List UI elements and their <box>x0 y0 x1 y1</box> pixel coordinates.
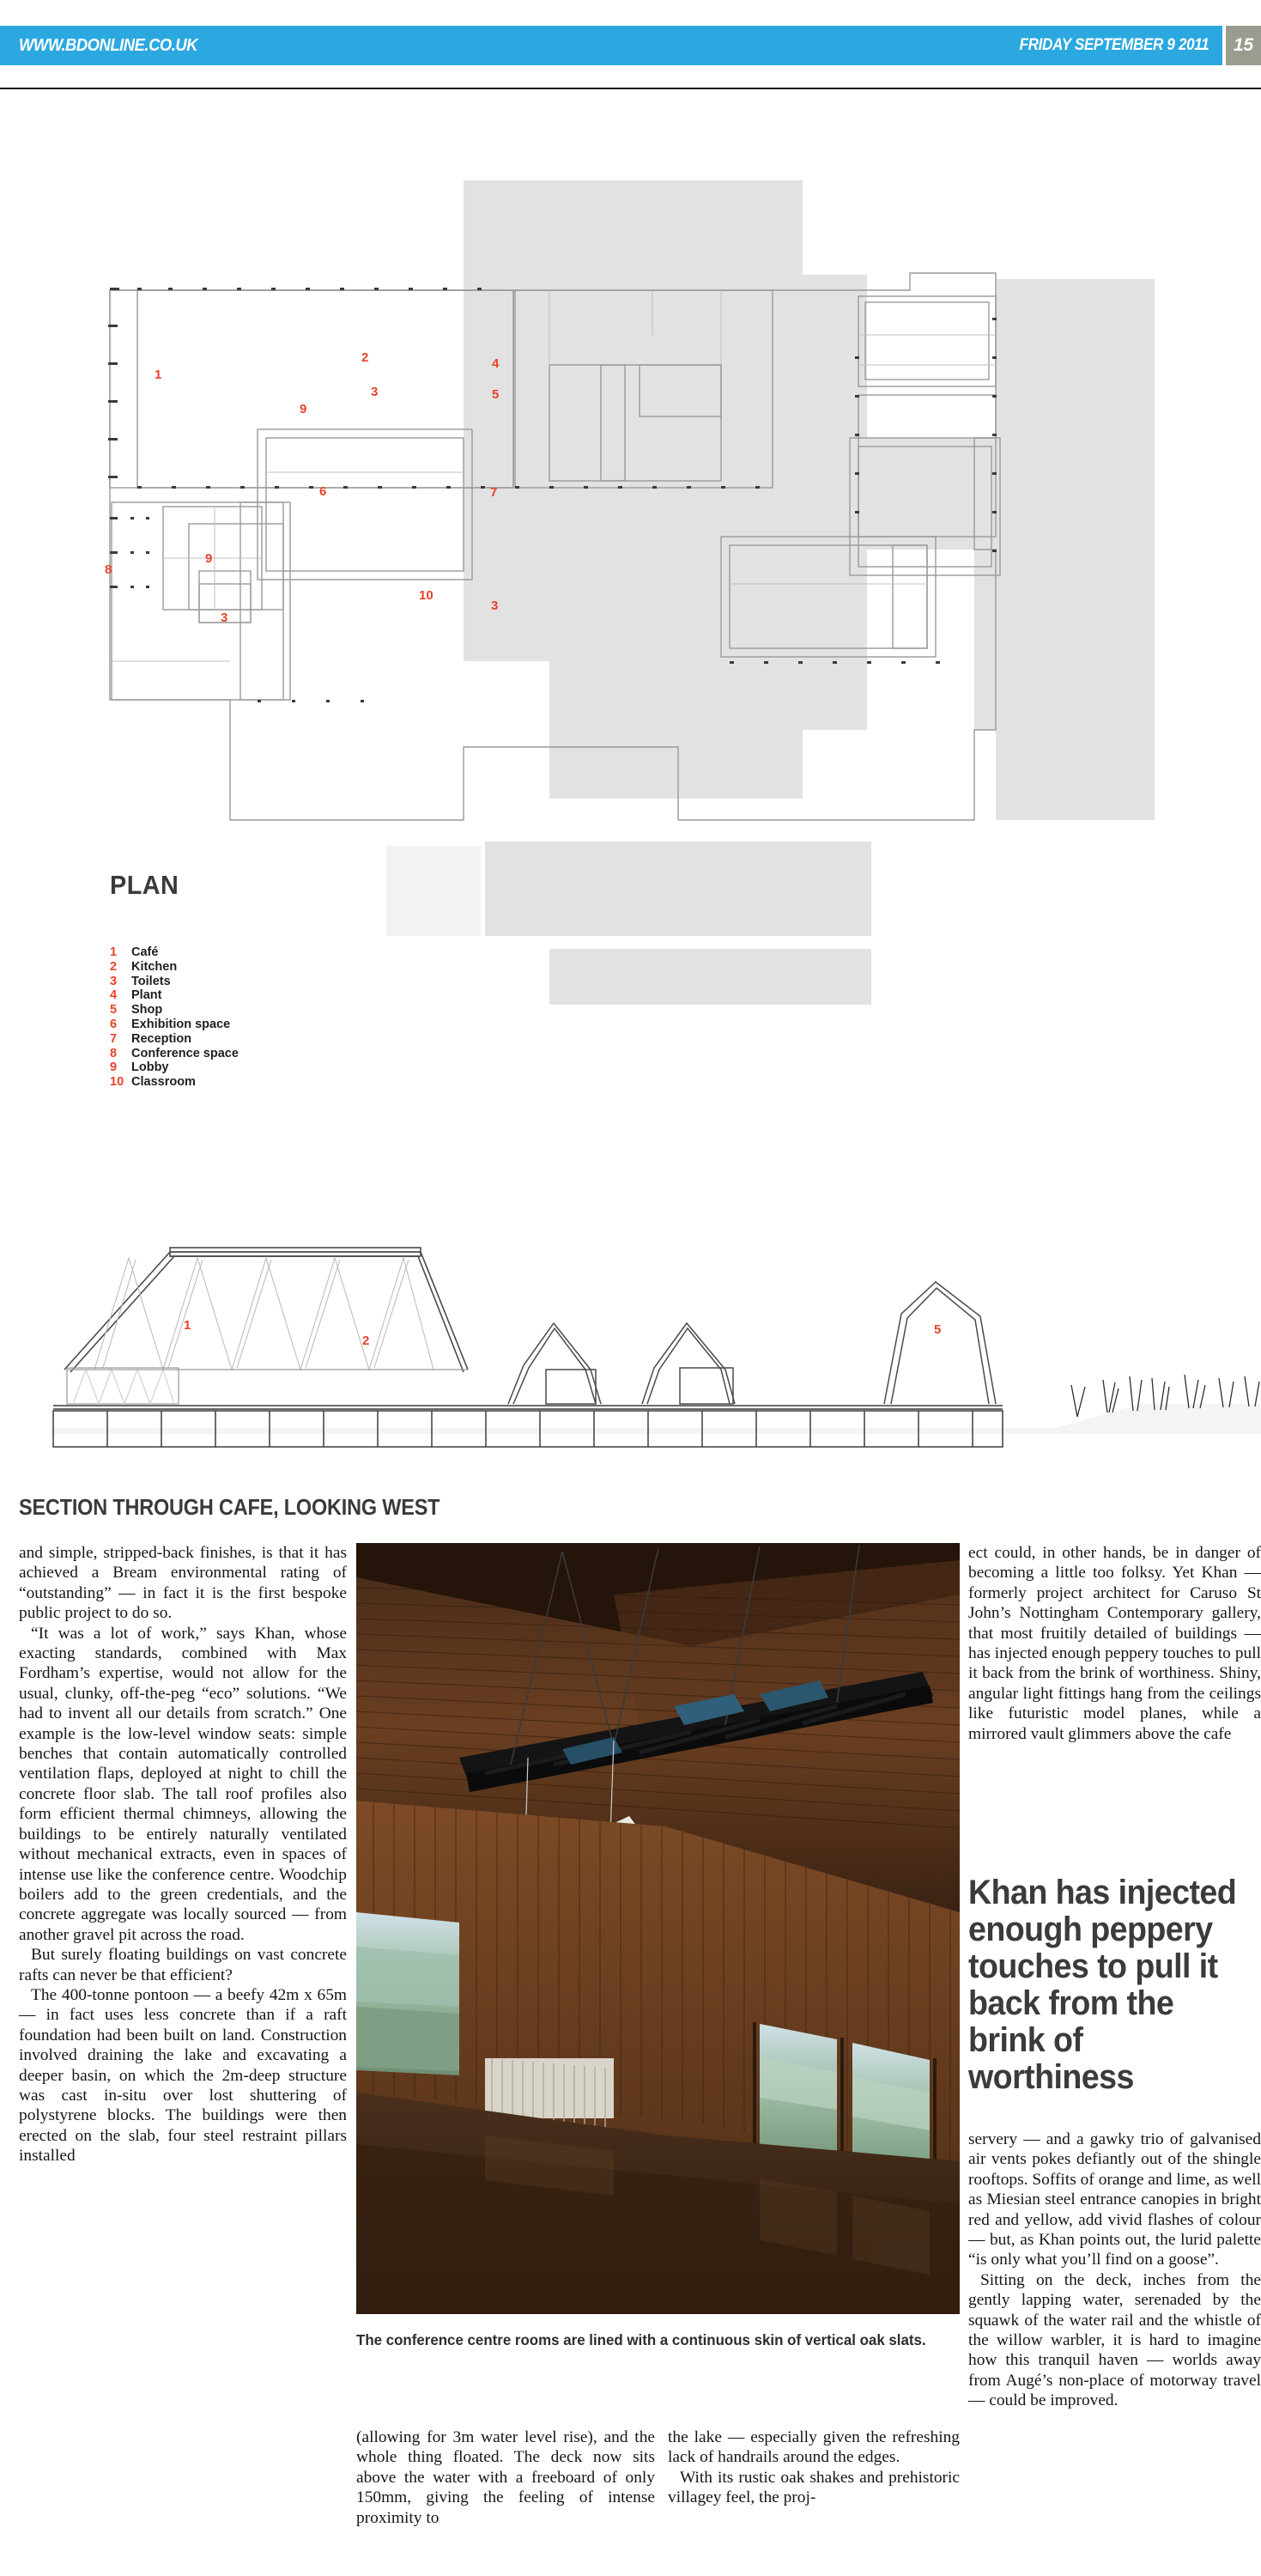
legend-label: Conference space <box>131 1046 239 1060</box>
legend-number: 6 <box>110 1017 118 1031</box>
legend-row <box>110 1032 393 1046</box>
legend-number: 2 <box>110 959 118 974</box>
legend-row <box>110 975 393 988</box>
legend-row <box>110 945 393 959</box>
legend-label: Shop <box>131 1003 163 1018</box>
section-drawing <box>0 1198 1261 1455</box>
paragraph: But surely floating buildings on vast concrete rafts can never be that efficient? <box>19 1946 347 1984</box>
legend-row <box>110 960 393 974</box>
cafe-gable-roof <box>64 1248 468 1372</box>
plan-room-number: 6 <box>319 484 327 499</box>
body-column-middle-right <box>668 2427 960 2508</box>
legend-number: 3 <box>110 974 118 988</box>
body-column-middle-left <box>356 2427 655 2528</box>
section-title: SECTION THROUGH CAFE, LOOKING WEST <box>19 1496 440 1520</box>
paragraph: “It was a lot of work,” says Khan, whose exacting standards, combined with Max Fordham’s expertise, would not allow for the usual, clunky, off-the-peg “eco” solutions. “We had to invent all our details from scratch.” One example is the low-level window seats: simple benches that contain automatically controlled ventilation flaps, deployed at night to chill the concrete floor slab. The tall roof profiles also form efficient thermal chimneys, allowing the buildings to be entirely naturally ventilated without mechanical extracts, even in spaces of intense use like the conference centre. Woodchip boilers add to the green credentials, and the concrete aggregate was locally sourced — from another gravel pit across the road. <box>19 1624 347 1944</box>
legend-label: Exhibition space <box>131 1017 231 1031</box>
plan-room-number: 3 <box>371 385 379 399</box>
left-window <box>356 1912 459 2075</box>
header-rule <box>0 88 1261 89</box>
paragraph: The 400-tonne pontoon — a beefy 42m x 65m — in fact uses less concrete than if a raft foundation had been built on land. Construction involved draining the lake and excavating a deeper basin, on which the 2m-deep structure was cast in-situ over lost shuttering of polystyrene blocks. The buildings were then erected on the slab, four steel restraint pillars installed <box>19 1985 347 2166</box>
legend-row <box>110 1018 393 1031</box>
paragraph: the lake — especially given the refreshing lack of handrails around the edges. <box>668 2428 960 2467</box>
roof-truss-zigzag <box>94 1258 433 1370</box>
plan-room-number: 9 <box>205 551 213 566</box>
plan-marker-layer <box>0 180 1261 1039</box>
plan-room-number: 3 <box>221 611 228 625</box>
svg-text:1: 1 <box>184 1318 191 1333</box>
floor-plan-figure <box>0 180 1261 1039</box>
section-figure <box>0 1198 1261 1455</box>
paragraph: (allowing for 3m water level rise), and the whole thing floated. The deck now sits above the water with a freeboard of only 150mm, giving the feeling of intense proximity to <box>356 2428 655 2527</box>
plan-room-number: 1 <box>155 368 162 382</box>
legend-number: 9 <box>110 1060 118 1075</box>
legend-label: Toilets <box>131 974 171 988</box>
legend-number: 7 <box>110 1031 118 1046</box>
legend-number: 4 <box>110 988 118 1003</box>
plan-room-number: 8 <box>105 562 112 577</box>
legend-number: 5 <box>110 1003 118 1018</box>
pull-quote: Khan has injected enough peppery touches to pull it back from the brink of worthiness <box>968 1874 1237 2096</box>
legend-label: Kitchen <box>131 959 178 974</box>
photo-image <box>356 1543 960 2314</box>
legend-row <box>110 1060 393 1074</box>
legend-number: 8 <box>110 1046 118 1060</box>
legend-row <box>110 1075 393 1089</box>
legend-label: Plant <box>131 988 162 1003</box>
paragraph: ect could, in other hands, be in danger of becoming a little too folksy. Yet Khan — formerly project architect for Caruso St John’s Nottingham Contemporary gallery, that most fruitily detailed of buildings — has injected enough peppery touches to pull it back from the brink of worthiness. Shiny, angular light fittings hang from the ceilings like futuristic model planes, while a mirrored vault glimmers above the cafe <box>968 1544 1261 1743</box>
legend-label: Lobby <box>131 1060 169 1075</box>
legend-row <box>110 1003 393 1017</box>
legend-row <box>110 988 393 1002</box>
paragraph: Sitting on the deck, inches from the gently lapping water, serenaded by the squawk of the water rail and the whistle of the willow warbler, it is hard to imagine how this tranquil haven — worlds away from Augé’s non-place of motorway travel — could be improved. <box>968 2270 1261 2410</box>
paragraph: With its rustic oak shakes and prehistoric villagey feel, the proj- <box>668 2468 960 2507</box>
issue-date: FRIDAY SEPTEMBER 9 2011 <box>1019 36 1209 54</box>
plan-room-number: 2 <box>361 350 369 365</box>
masthead-bar <box>0 26 1222 65</box>
conference-centre-photo <box>356 1543 960 2314</box>
plan-room-number: 5 <box>492 387 500 402</box>
legend-row <box>110 1047 393 1060</box>
legend-label: Classroom <box>131 1075 196 1090</box>
plan-room-number: 9 <box>300 402 307 416</box>
paragraph: servery — and a gawky trio of galvanised air vents pokes defiantly out of the shingle rooftops. Soffits of orange and lime, as well as Miesian steel entrance canopies in bright red and yellow, add vivid flashes of colour — but, as Khan points out, the lurid palette “is only what you’ll find on a goose”. <box>968 2130 1261 2269</box>
legend-label: Café <box>131 945 159 959</box>
publication-url[interactable]: WWW.BDONLINE.CO.UK <box>19 35 198 55</box>
small-gables <box>508 1282 996 1404</box>
pontoon-deck <box>53 1406 1003 1447</box>
legend-number: 1 <box>110 945 118 959</box>
legend-label: Reception <box>131 1031 192 1046</box>
section-number-markers <box>184 1318 941 1348</box>
plan-room-number: 7 <box>490 485 498 500</box>
plan-title: PLAN <box>110 870 179 900</box>
body-column-left <box>19 1543 347 2166</box>
photo-caption: The conference centre rooms are lined with a continuous skin of vertical oak slats. <box>356 2331 926 2348</box>
plan-legend <box>110 945 393 1090</box>
paragraph: and simple, stripped-back finishes, is that it has achieved a Bream environmental rating of “outstanding” — in fact it is the first bespoke public project to do so. <box>19 1544 347 1623</box>
body-column-right-top <box>968 1543 1261 1744</box>
plan-room-number: 10 <box>419 588 433 603</box>
plan-room-number: 4 <box>492 356 500 371</box>
page-number-badge: 15 <box>1226 26 1261 65</box>
svg-text:2: 2 <box>362 1334 370 1348</box>
body-column-right-bottom <box>968 2129 1261 2411</box>
plan-room-number: 3 <box>491 598 499 613</box>
legend-number: 10 <box>110 1075 124 1090</box>
svg-text:5: 5 <box>934 1322 942 1337</box>
